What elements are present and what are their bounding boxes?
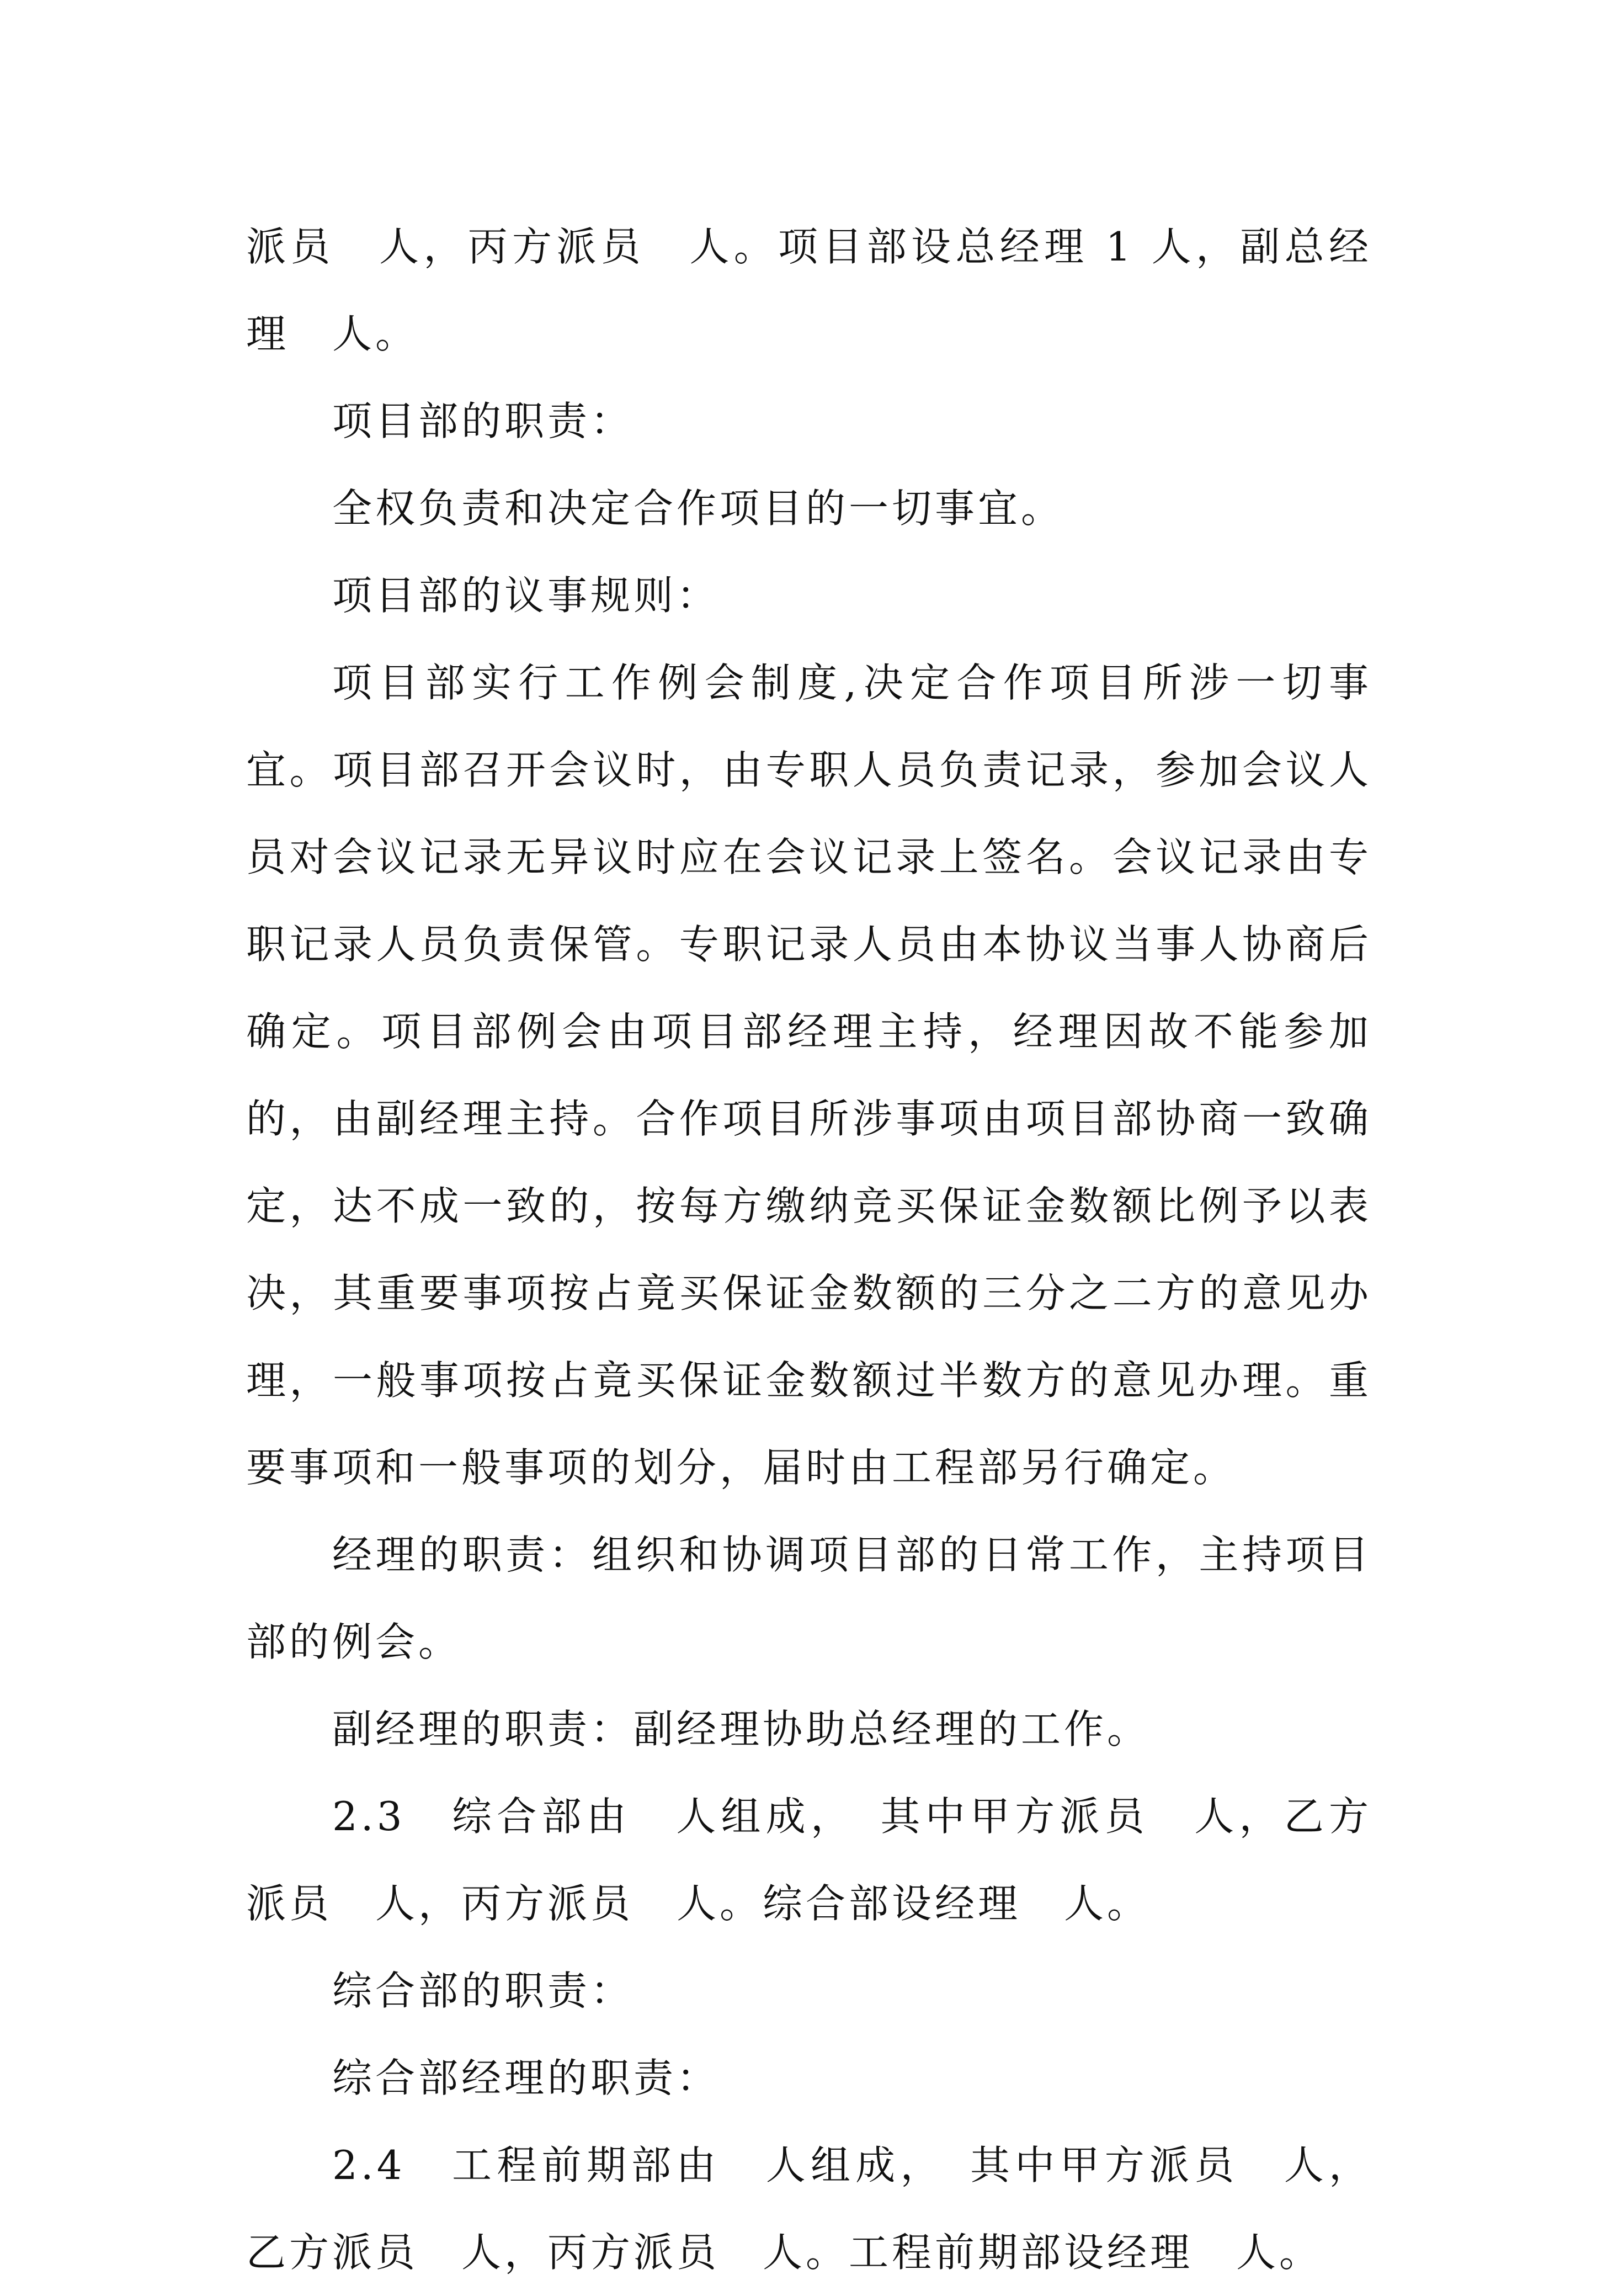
paragraph-rules-body: 项目部实行工作例会制度,决定合作项目所涉一切事宜。项目部召开会议时，由专职人员负责记录，参加会议人员对会议记录无异议时应在会议记录上签名。会议记录由专职记录人员负责保管。专职记录人员由本协议当事人协商后确定。项目部例会由项目部经理主持，经理因故不能参加的，由副经理主持。合作项目所涉事项由项目部协商一致确定，达不成一致的，按每方缴纳竞买保证金数额比例予以表决，其重要事项按占竟买保证金数额的三分之二方的意见办理，一般事项按占竟买保证金数额过半数方的意见办理。重要事项和一般事项的划分，届时由工程部另行确定。 <box>246 660 1372 1491</box>
paragraph-rules-heading: 项目部的议事规则： <box>332 572 720 619</box>
paragraph-continuation: 派员 人，丙方派员 人。项目部设总经理 1 人，副总经理 人。 <box>246 224 1372 357</box>
paragraph-general-dept-manager-duties: 综合部经理的职责： <box>332 2055 720 2101</box>
paragraph-general-dept-duties: 综合部的职责： <box>332 1968 634 2014</box>
paragraph-section-2-4: 2.4 工程前期部由 人组成， 其中甲方派员 人，乙方派员 人，丙方派员 人。工程前期部设经理 人。 <box>246 2142 1372 2276</box>
paragraph-deputy-manager-duties: 副经理的职责：副经理协助总经理的工作。 <box>332 1706 1151 1752</box>
paragraph-section-2-3: 2.3 综合部由 人组成， 其中甲方派员 人，乙方派员 人，丙方派员 人。综合部设经理 人。 <box>246 1793 1372 1927</box>
paragraph-project-dept-duties-heading: 项目部的职责： <box>332 398 634 444</box>
paragraph-project-dept-duties: 全权负责和决定合作项目的一切事宜。 <box>332 485 1064 532</box>
paragraph-manager-duties: 经理的职责：组织和协调项目部的日常工作，主持项目部的例会。 <box>246 1532 1372 1665</box>
document-body <box>246 203 1372 2296</box>
